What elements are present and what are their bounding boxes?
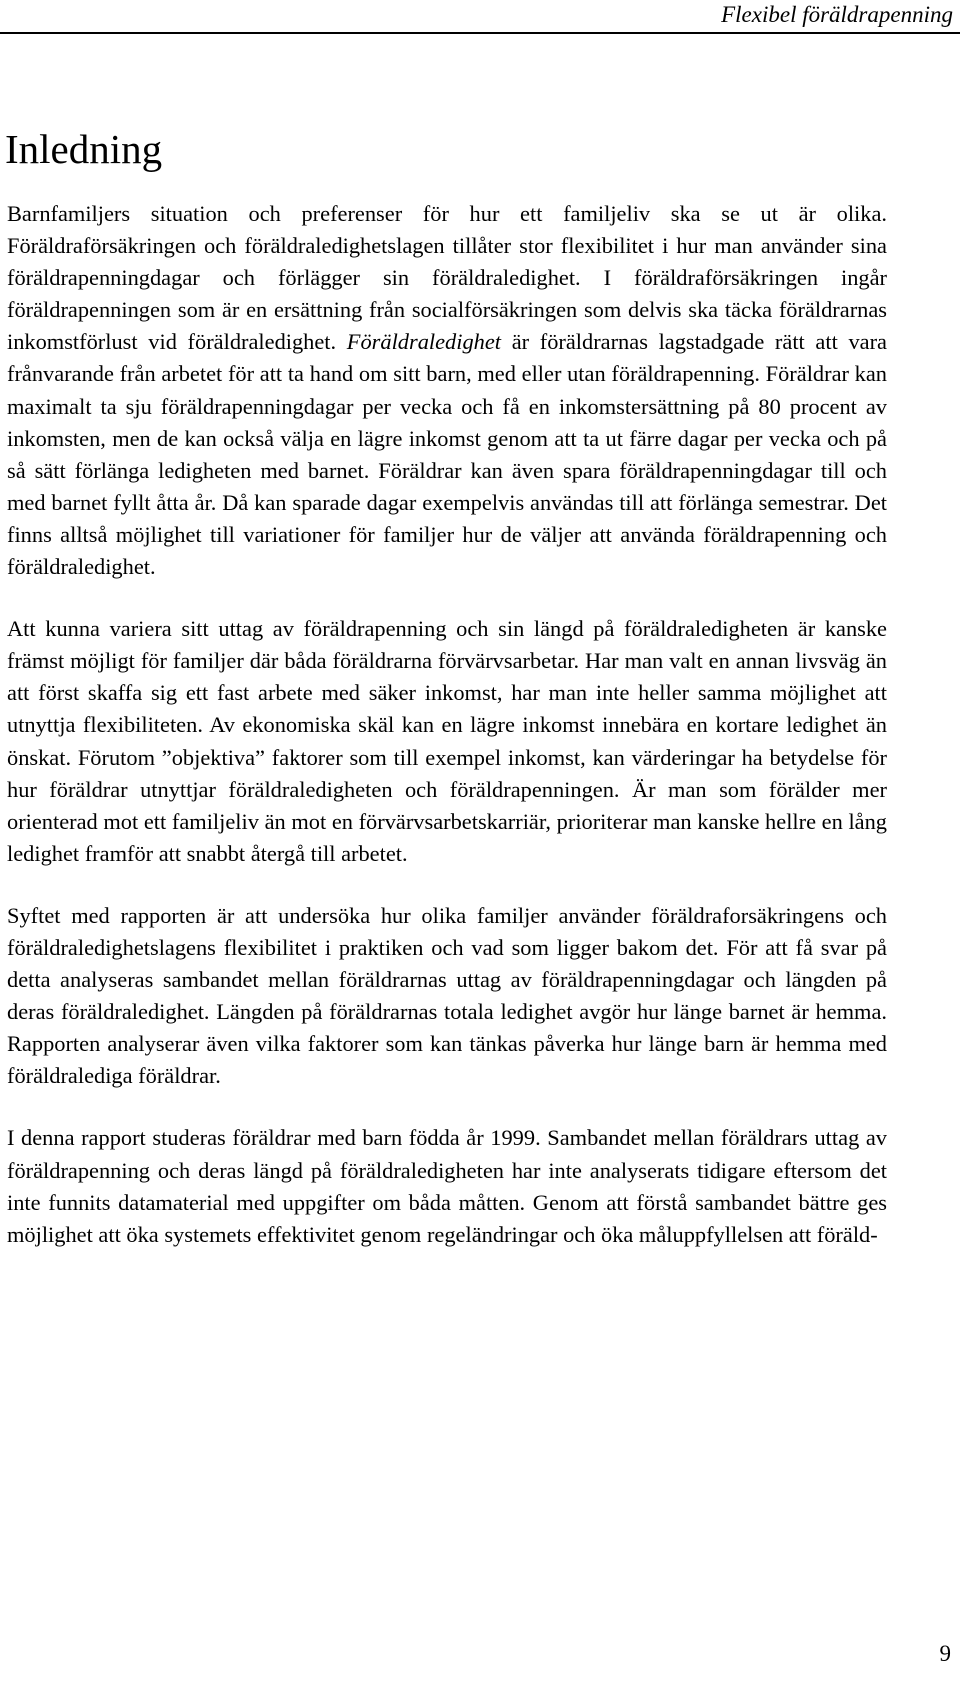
- chapter-title: Inledning: [5, 126, 163, 172]
- paragraph-3: Syftet med rapporten är att undersöka hur olika familjer använder föräldraforsäkringens och föräldraledighetslagens flexibilitet i praktiken och vad som ligger bakom det. För att få svar på detta analyseras sambandet mellan föräldrarnas uttag av föräldrapenningdagar och längden på deras föräldraledighet. Längden på föräldrarnas totala ledighet avgör hur länge barnet är hemma. Rapporten analyserar även vilka faktorer som kan tänkas påverka hur länge barn är hemma med föräldralediga föräldrar.: [7, 902, 887, 1089]
- paragraph-1-text-b: är föräldrarnas lagstadgade rätt att vara frånvarande från arbetet för att ta hand om sitt barn, med eller utan föräldrapenning. Föräldrar kan maximalt ta sju föräldrapenningdagar per vecka och få en inkomstersättning på 80 procent av inkomsten, men de kan också välja en lägre inkomst genom att ta ut färre dagar per vecka och på så sätt förlänga ledigheten med barnet. Föräldrar kan även spara föräldrapenningdagar till och med barnet fyllt åtta år. Då kan sparade dagar exempelvis användas till att förlänga semestrar. Det finns alltså möjlighet till variationer för familjer hur de väljer att använda föräldrapenning och föräldraledighet.: [7, 329, 887, 580]
- body-text: [7, 198, 887, 1281]
- running-title: Flexibel föräldrapenning: [721, 2, 953, 27]
- emphasized-term: Föräldraledighet: [346, 329, 502, 355]
- page-number: 9: [939, 1641, 951, 1666]
- paragraph-4: I denna rapport studeras föräldrar med barn födda år 1999. Sambandet mellan föräldrars uttag av föräldrapenning och deras längd på föräldraledigheten har inte analyserats tidigare eftersom det inte funnits datamaterial med uppgifter om båda måtten. Genom att förstå sambandet bättre ges möjlighet att öka systemets effektivitet genom regeländringar och öka måluppfyllelsen att föräld‑: [7, 1125, 887, 1247]
- paragraph-2: Att kunna variera sitt uttag av föräldrapenning och sin längd på föräldraledigheten är kanske främst möjligt för familjer där båda föräldrarna förvärvsarbetar. Har man valt en annan livsväg än att först skaffa sig ett fast arbete med säker inkomst, har man inte heller samma möjlighet att utnyttja flexibiliteten. Av ekonomiska skäl kan en lägre inkomst innebära en kortare ledighet än önskat. Förutom ”objektiva” faktorer som till exempel inkomst, kan värderingar ha betydelse för hur föräldrar utnyttjar föräldraledigheten och föräldrapenningen. Är man som förälder mer orienterad mot ett familjeliv än mot en förvärvsarbetskarriär, prioriterar man kanske hellre en lång ledighet framför att snabbt återgå till arbetet.: [7, 616, 887, 866]
- running-header: [0, 0, 960, 34]
- paragraph-1-text-a: Barnfamiljers situation och preferenser för hur ett familjeliv ska se ut är olika. Föräldraförsäkringen och föräldraledighetslagen tillåter stor flexibilitet i hur man använder sina föräldrapenningdagar och förlägger sin föräldraledighet. I föräldraförsäkringen ingår föräldrapenningen som är en ersättning från socialförsäkringen som delvis ska täcka föräldrarnas inkomstförlust vid föräldraledighet.: [7, 201, 887, 355]
- paragraph-1: [7, 198, 887, 583]
